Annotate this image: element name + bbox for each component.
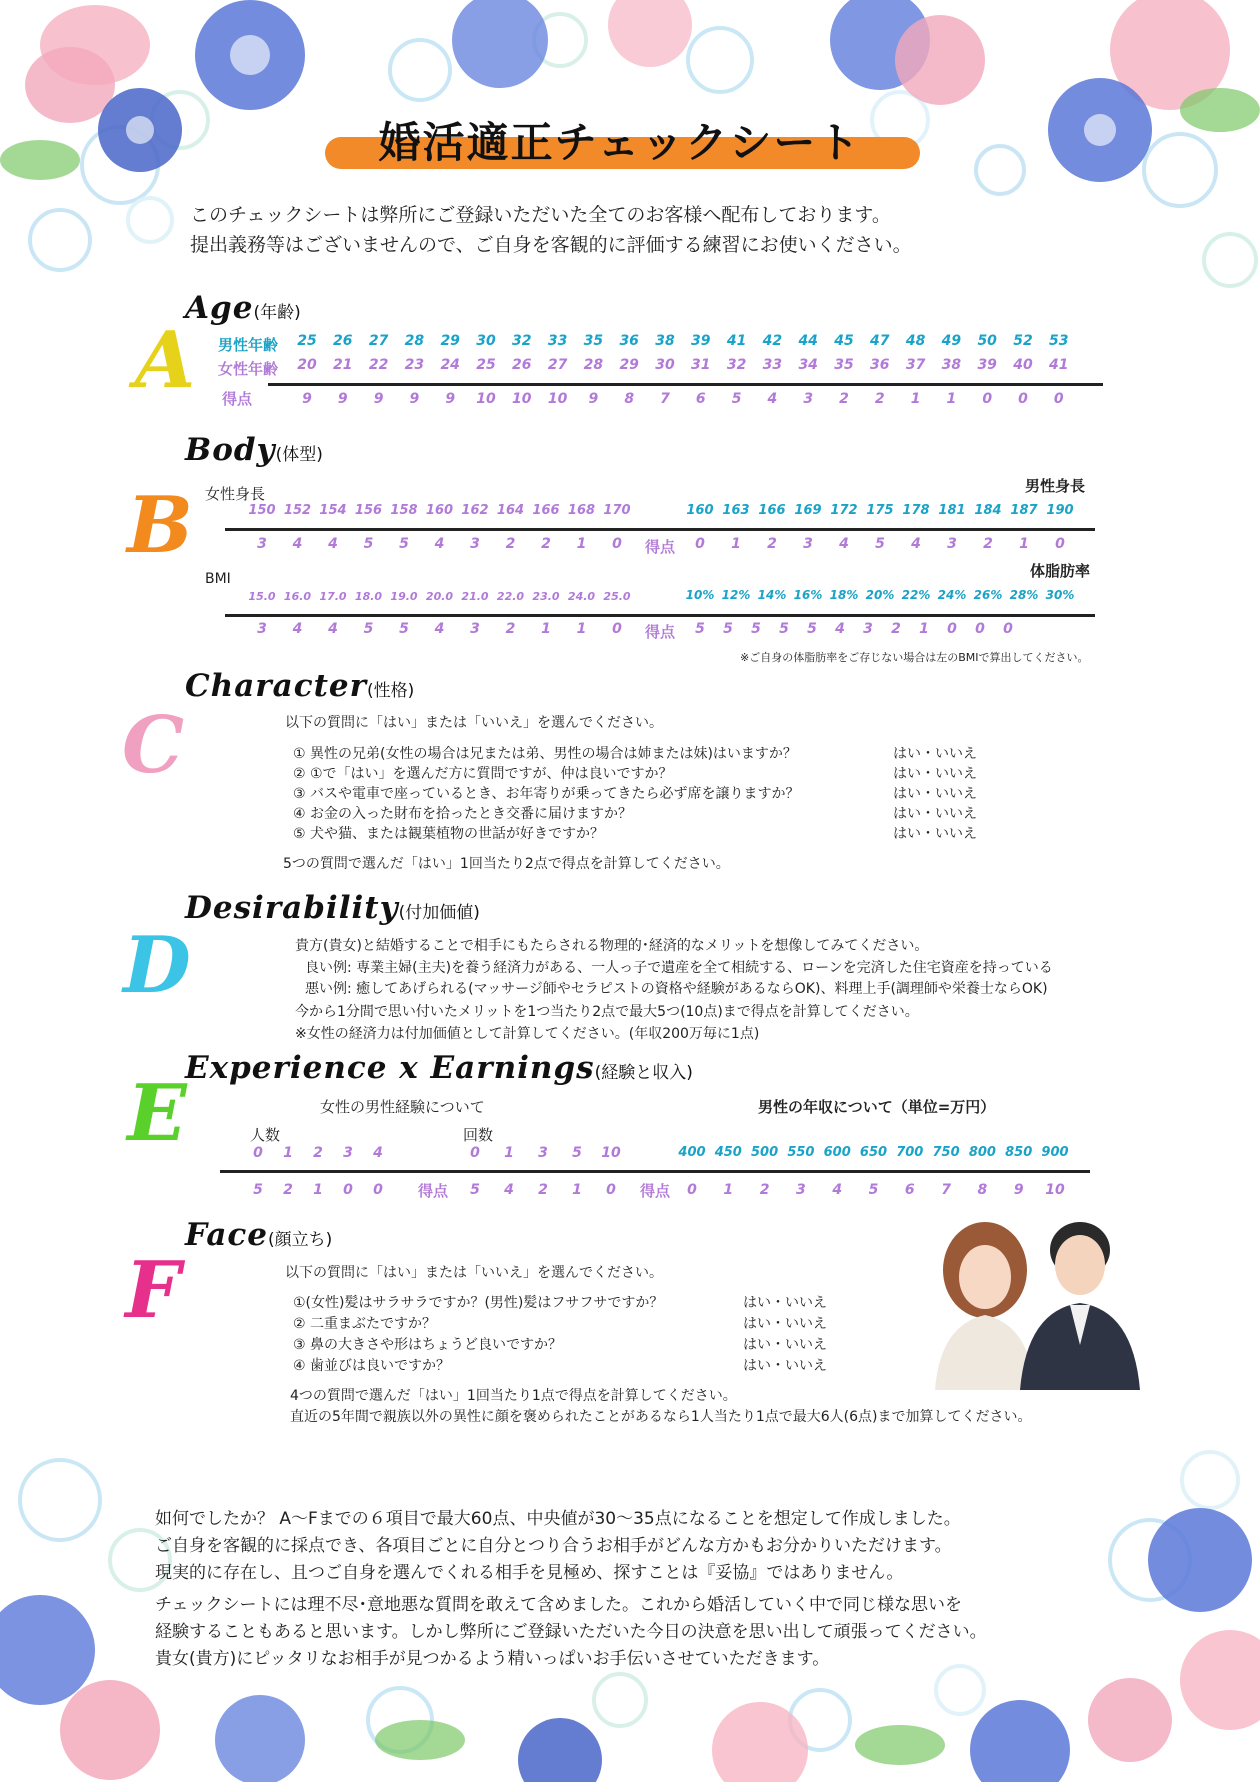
bmi-score: 2 xyxy=(505,621,516,637)
age-female-value: 27 xyxy=(547,357,568,373)
letter-b: B xyxy=(127,480,193,571)
female-height-label: 女性身長 xyxy=(205,485,266,503)
people-value: 4 xyxy=(373,1145,383,1161)
income-value: 600 xyxy=(823,1145,851,1160)
desirability-line-5: ※女性の経済力は付加価値として計算してください。(年収200万毎に1点) xyxy=(295,1026,760,1042)
age-male-value: 29 xyxy=(440,333,460,349)
count-score: 5 xyxy=(470,1182,480,1198)
closing-line-5: 経験することもあると思います。しかし弊所にご登録いただいた今日の決意を思い出して頑張ってください。 xyxy=(155,1622,987,1642)
male-height-value: 163 xyxy=(722,503,750,518)
intro-line-1: このチェックシートは弊所にご登録いただいた全てのお客様へ配布しております。 xyxy=(190,204,891,226)
male-height-score: 4 xyxy=(839,536,849,552)
age-female-value: 34 xyxy=(798,357,818,373)
age-female-value: 41 xyxy=(1049,357,1069,373)
body-fat-value: 10% xyxy=(685,588,715,602)
letter-e: E xyxy=(127,1068,187,1159)
body-note: ※ご自身の体脂肪率をご存じない場合は左のBMIで算出してください。 xyxy=(740,651,1089,664)
income-score: 3 xyxy=(796,1182,806,1198)
male-height-value: 178 xyxy=(902,503,930,518)
count-score: 1 xyxy=(572,1182,582,1198)
female-height-score: 4 xyxy=(328,536,338,552)
body-fat-value: 24% xyxy=(937,588,967,602)
body-fat-value: 20% xyxy=(865,588,895,602)
age-female-value: 24 xyxy=(440,357,460,373)
age-male-value: 36 xyxy=(619,333,639,349)
face-question-2: ② 二重まぶたですか？ xyxy=(293,1316,437,1332)
age-male-value: 30 xyxy=(476,333,496,349)
people-score-label: 得点 xyxy=(418,1182,449,1200)
experience-axis xyxy=(220,1170,1090,1173)
character-instruction: 以下の質問に「はい」または「いいえ」を選んでください。 xyxy=(285,715,663,731)
face-heading: Face xyxy=(185,1217,268,1253)
age-score-value: 3 xyxy=(803,391,814,407)
age-score-value: 10 xyxy=(476,391,496,407)
letter-c: C xyxy=(121,700,185,791)
income-value: 850 xyxy=(1005,1145,1033,1160)
closing-line-2: ご自身を客観的に採点でき、各項目ごとに自分とつり合うお相手がどんな方かもお分かりいただけます。 xyxy=(155,1536,952,1556)
male-height-value: 181 xyxy=(938,503,966,518)
character-footer: 5つの質問で選んだ「はい」1回当たり2点で得点を計算してください。 xyxy=(283,856,730,872)
bmi-value: 19.0 xyxy=(390,590,418,603)
intro-line-2: 提出義務等はございませんので、ご自身を客観的に評価する練習にお使いください。 xyxy=(190,234,912,256)
character-question-5: ⑤ 犬や猫、または観葉植物の世話が好きですか？ xyxy=(293,826,604,842)
income-value: 750 xyxy=(932,1145,960,1160)
female-height-value: 154 xyxy=(319,503,347,518)
body-fat-score: 5 xyxy=(723,621,733,637)
count-value: 0 xyxy=(470,1145,480,1161)
income-score: 4 xyxy=(832,1182,843,1198)
age-female-value: 23 xyxy=(404,357,425,373)
letter-f: F xyxy=(125,1245,181,1336)
income-score: 6 xyxy=(904,1182,915,1198)
male-height-value: 175 xyxy=(866,503,894,518)
desirability-good-example: 良い例: 専業主婦(主夫)を養う経済力がある、一人っ子で遺産を全て相続する、ローンを完済した住宅資産を持っている xyxy=(305,960,1053,976)
people-score: 1 xyxy=(313,1182,323,1198)
count-value: 5 xyxy=(572,1145,582,1161)
income-value: 450 xyxy=(714,1145,742,1160)
age-male-value: 35 xyxy=(583,333,604,349)
female-height-score: 4 xyxy=(434,536,445,552)
face-question-1: ①(女性)髪はサラサラですか？(男性)髪はフサフサですか？ xyxy=(293,1295,664,1311)
age-score-value: 8 xyxy=(624,391,635,407)
section-face-heading xyxy=(185,1217,332,1253)
people-value: 1 xyxy=(283,1145,293,1161)
age-male-value: 26 xyxy=(333,333,353,349)
age-subheading: (年齢) xyxy=(253,303,301,323)
age-female-value: 29 xyxy=(619,357,639,373)
age-score-value: 0 xyxy=(982,391,993,407)
body-fat-score: 0 xyxy=(947,621,957,637)
male-height-score: 0 xyxy=(1055,536,1065,552)
male-height-value: 160 xyxy=(686,503,714,518)
closing-line-3: 現実的に存在し、且つご自身を選んでくれる相手を見極め、探すことは『妥協』ではありません。 xyxy=(155,1563,904,1583)
character-answer-4[interactable]: はい・いいえ xyxy=(893,806,977,822)
count-value: 3 xyxy=(538,1145,548,1161)
age-female-value: 38 xyxy=(941,357,962,373)
age-score-value: 2 xyxy=(874,391,885,407)
income-value: 400 xyxy=(678,1145,706,1160)
bmi-axis xyxy=(225,614,1095,617)
face-answer-3[interactable]: はい・いいえ xyxy=(743,1337,827,1353)
count-score-label: 得点 xyxy=(640,1182,671,1200)
female-height-value: 158 xyxy=(390,503,418,518)
bmi-score: 5 xyxy=(399,621,409,637)
income-value: 550 xyxy=(787,1145,815,1160)
face-footer-1: 4つの質問で選んだ「はい」1回当たり1点で得点を計算してください。 xyxy=(290,1388,737,1404)
age-male-value: 45 xyxy=(834,333,854,349)
character-question-4: ④ お金の入った財布を拾ったとき交番に届けますか？ xyxy=(293,806,632,822)
bmi-score: 3 xyxy=(470,621,480,637)
section-body-heading xyxy=(185,432,323,468)
section-experience-heading xyxy=(185,1050,693,1086)
age-male-value: 50 xyxy=(977,333,997,349)
female-height-value: 170 xyxy=(603,503,631,518)
face-question-4: ④ 歯並びは良いですか？ xyxy=(293,1358,451,1374)
age-female-value: 33 xyxy=(762,357,783,373)
people-value: 0 xyxy=(253,1145,263,1161)
bmi-value: 25.0 xyxy=(603,590,631,603)
age-female-value: 30 xyxy=(655,357,675,373)
desirability-subheading: (付加価値) xyxy=(398,903,480,923)
face-answer-4[interactable]: はい・いいえ xyxy=(743,1358,827,1374)
age-female-value: 28 xyxy=(583,357,604,373)
count-value: 1 xyxy=(504,1145,514,1161)
people-label: 人数 xyxy=(250,1126,281,1144)
body-fat-value: 22% xyxy=(901,588,931,602)
age-score-value: 9 xyxy=(337,391,348,407)
bmi-score: 1 xyxy=(576,621,587,637)
body-fat-score: 5 xyxy=(751,621,761,637)
age-female-value: 40 xyxy=(1013,357,1033,373)
body-fat-value: 26% xyxy=(973,588,1003,602)
bmi-value: 23.0 xyxy=(532,590,560,603)
age-score-value: 9 xyxy=(588,391,599,407)
age-male-value: 42 xyxy=(762,333,783,349)
desirability-line-4: 今から1分間で思い付いたメリットを1つ当たり2点で最大5つ(10点)まで得点を計算してください。 xyxy=(295,1004,919,1020)
female-height-value: 152 xyxy=(283,503,312,518)
income-score: 0 xyxy=(687,1182,697,1198)
bmi-value: 16.0 xyxy=(283,590,312,603)
bmi-value: 15.0 xyxy=(248,590,276,603)
body-fat-score: 5 xyxy=(807,621,817,637)
female-height-value: 166 xyxy=(532,503,560,518)
body-fat-value: 30% xyxy=(1045,588,1075,602)
male-height-score: 1 xyxy=(1019,536,1029,552)
male-height-value: 166 xyxy=(758,503,786,518)
age-score-value: 7 xyxy=(660,391,670,407)
male-height-value: 187 xyxy=(1010,503,1038,518)
people-score: 0 xyxy=(373,1182,383,1198)
age-male-value: 53 xyxy=(1049,333,1069,349)
body-fat-score: 1 xyxy=(919,621,929,637)
income-score: 5 xyxy=(868,1182,879,1198)
character-answer-1[interactable]: はい・いいえ xyxy=(893,746,977,762)
age-score-value: 1 xyxy=(946,391,957,407)
age-score-value: 1 xyxy=(910,391,921,407)
height-axis xyxy=(225,528,1095,531)
male-height-value: 190 xyxy=(1046,503,1074,518)
body-fat-value: 12% xyxy=(721,588,751,602)
bmi-score: 3 xyxy=(257,621,267,637)
face-footer-2: 直近の5年間で親族以外の異性に顔を褒められたことがあるなら1人当たり1点で最大6人(6点)まで加算してください。 xyxy=(290,1409,1032,1425)
closing-line-6: 貴女(貴方)にピッタリなお相手が見つかるよう精いっぱいお手伝いさせていただきます。 xyxy=(155,1649,830,1669)
people-score: 0 xyxy=(343,1182,353,1198)
character-question-2: ② ①で「はい」を選んだ方に質問ですが、仲は良いですか？ xyxy=(293,766,673,782)
face-instruction: 以下の質問に「はい」または「いいえ」を選んでください。 xyxy=(285,1265,663,1281)
income-score: 1 xyxy=(723,1182,734,1198)
bmi-score: 4 xyxy=(328,621,338,637)
bmi-label: BMI xyxy=(205,571,231,587)
face-subheading: (顔立ち) xyxy=(268,1230,333,1250)
body-fat-score: 5 xyxy=(695,621,705,637)
age-score-value: 0 xyxy=(1053,391,1064,407)
male-height-score: 2 xyxy=(983,536,993,552)
age-female-value: 20 xyxy=(297,357,317,373)
male-height-score: 3 xyxy=(803,536,813,552)
female-height-score: 1 xyxy=(576,536,587,552)
female-height-value: 156 xyxy=(354,503,383,518)
female-height-value: 162 xyxy=(461,503,489,518)
age-female-value: 37 xyxy=(905,357,926,373)
age-score-value: 9 xyxy=(445,391,456,407)
people-value: 3 xyxy=(343,1145,353,1161)
age-score-value: 5 xyxy=(731,391,742,407)
bmi-score: 0 xyxy=(612,621,622,637)
age-female-value: 21 xyxy=(333,357,353,373)
male-height-score: 2 xyxy=(767,536,777,552)
age-male-value: 39 xyxy=(691,333,711,349)
age-male-value: 47 xyxy=(870,333,890,349)
experience-subheading: (経験と収入) xyxy=(594,1063,693,1083)
count-score: 0 xyxy=(606,1182,616,1198)
male-height-value: 184 xyxy=(974,503,1002,518)
character-answer-3[interactable]: はい・いいえ xyxy=(893,786,977,802)
age-male-value: 44 xyxy=(798,333,818,349)
age-score-value: 0 xyxy=(1018,391,1028,407)
age-female-value: 32 xyxy=(726,357,747,373)
female-height-score: 2 xyxy=(505,536,516,552)
age-score-value: 2 xyxy=(839,391,849,407)
body-fat-score: 0 xyxy=(1003,621,1013,637)
section-character-heading xyxy=(185,668,414,704)
body-fat-value: 18% xyxy=(829,588,859,602)
body-fat-label: 体脂肪率 xyxy=(1030,562,1091,580)
male-height-score: 3 xyxy=(947,536,957,552)
bmi-value: 20.0 xyxy=(425,590,454,603)
age-score-value: 9 xyxy=(409,391,420,407)
count-value: 10 xyxy=(601,1145,621,1161)
age-score-label: 得点 xyxy=(222,390,253,408)
age-female-value: 25 xyxy=(476,357,496,373)
female-height-score: 3 xyxy=(257,536,267,552)
bmi-score-label: 得点 xyxy=(645,623,676,641)
count-score: 2 xyxy=(538,1182,548,1198)
female-height-value: 160 xyxy=(425,503,454,518)
body-fat-value: 14% xyxy=(757,588,787,602)
age-female-value: 36 xyxy=(870,357,890,373)
female-height-score: 2 xyxy=(541,536,551,552)
character-heading: Character xyxy=(185,668,367,704)
age-male-value: 48 xyxy=(905,333,926,349)
female-height-value: 150 xyxy=(248,503,276,518)
age-female-value: 26 xyxy=(512,357,532,373)
income-value: 700 xyxy=(896,1145,924,1160)
age-score-value: 6 xyxy=(695,391,706,407)
bmi-score: 4 xyxy=(292,621,303,637)
male-height-score: 0 xyxy=(695,536,705,552)
bmi-value: 21.0 xyxy=(461,590,489,603)
couple-illustration xyxy=(915,1215,1150,1390)
income-value: 900 xyxy=(1041,1145,1069,1160)
male-income-title: 男性の年収について（単位=万円） xyxy=(758,1098,996,1116)
income-score: 9 xyxy=(1013,1182,1024,1198)
income-value: 800 xyxy=(968,1145,996,1160)
age-male-value: 28 xyxy=(404,333,425,349)
body-fat-score: 3 xyxy=(863,621,873,637)
age-male-value: 38 xyxy=(655,333,675,349)
age-score-value: 10 xyxy=(547,391,568,407)
desirability-line-1: 貴方(貴女)と結婚することで相手にもたらされる物理的･経済的なメリットを想像してみてください。 xyxy=(295,938,929,954)
income-value: 500 xyxy=(751,1145,779,1160)
age-female-value: 35 xyxy=(834,357,854,373)
bmi-value: 24.0 xyxy=(567,590,596,603)
female-height-score: 5 xyxy=(399,536,409,552)
income-score: 7 xyxy=(941,1182,951,1198)
bmi-value: 22.0 xyxy=(496,590,525,603)
female-height-value: 168 xyxy=(567,503,596,518)
male-height-score: 5 xyxy=(875,536,885,552)
age-female-value: 22 xyxy=(368,357,389,373)
female-height-score: 0 xyxy=(612,536,622,552)
body-fat-score: 2 xyxy=(891,621,901,637)
face-answer-2[interactable]: はい・いいえ xyxy=(743,1316,827,1332)
age-score-value: 9 xyxy=(302,391,312,407)
female-height-score: 4 xyxy=(292,536,303,552)
male-height-value: 172 xyxy=(830,503,858,518)
character-question-3: ③ バスや電車で座っているとき、お年寄りが乗ってきたら必ず席を譲りますか？ xyxy=(293,786,800,802)
age-axis xyxy=(268,383,1103,386)
age-score-value: 9 xyxy=(373,391,384,407)
age-male-label: 男性年齢 xyxy=(218,336,279,354)
closing-line-1: 如何でしたか？ A〜Fまでの６項目で最大60点、中央値が30〜35点になることを想定して作成しました。 xyxy=(155,1509,961,1529)
income-score: 10 xyxy=(1045,1182,1065,1198)
face-question-3: ③ 鼻の大きさや形はちょうど良いですか？ xyxy=(293,1337,562,1353)
bmi-score: 5 xyxy=(363,621,374,637)
age-score-value: 4 xyxy=(767,391,778,407)
count-score: 4 xyxy=(504,1182,514,1198)
age-male-value: 41 xyxy=(726,333,747,349)
age-heading: Age xyxy=(185,290,254,326)
age-male-value: 52 xyxy=(1013,333,1033,349)
age-male-value: 25 xyxy=(297,333,317,349)
female-height-score: 3 xyxy=(470,536,480,552)
body-fat-score: 5 xyxy=(779,621,789,637)
experience-heading: Experience x Earnings xyxy=(185,1050,595,1086)
male-height-score: 1 xyxy=(731,536,741,552)
bmi-value: 17.0 xyxy=(319,590,347,603)
body-heading: Body xyxy=(185,432,276,468)
bmi-score: 4 xyxy=(434,621,445,637)
male-height-label: 男性身長 xyxy=(1025,477,1086,495)
age-female-value: 39 xyxy=(977,357,997,373)
page-title: 婚活適正チェックシート xyxy=(378,118,862,167)
age-score-value: 10 xyxy=(512,391,532,407)
age-female-label: 女性年齢 xyxy=(218,360,279,378)
body-subheading: (体型) xyxy=(275,445,323,465)
body-fat-score: 0 xyxy=(975,621,985,637)
body-fat-value: 28% xyxy=(1009,588,1039,602)
section-desirability-heading xyxy=(185,890,480,926)
face-answer-1[interactable]: はい・いいえ xyxy=(743,1295,827,1311)
age-male-value: 32 xyxy=(512,333,532,349)
age-male-value: 33 xyxy=(547,333,568,349)
height-score-label: 得点 xyxy=(645,538,676,556)
age-male-value: 49 xyxy=(941,333,962,349)
desirability-heading: Desirability xyxy=(185,890,399,926)
letter-a: A xyxy=(134,315,196,406)
female-height-score: 5 xyxy=(363,536,374,552)
count-label: 回数 xyxy=(463,1126,494,1144)
desirability-bad-example: 悪い例: 癒してあげられる(マッサージ師やセラピストの資格や経験があるならOK)、料理上手(調理師や栄養士ならOK) xyxy=(305,981,1048,997)
female-height-value: 164 xyxy=(496,503,525,518)
people-score: 2 xyxy=(283,1182,293,1198)
income-score: 8 xyxy=(977,1182,988,1198)
people-value: 2 xyxy=(313,1145,323,1161)
bmi-score: 1 xyxy=(541,621,551,637)
character-subheading: (性格) xyxy=(366,681,415,701)
age-male-value: 27 xyxy=(368,333,389,349)
people-score: 5 xyxy=(253,1182,263,1198)
age-female-value: 31 xyxy=(691,357,711,373)
male-height-score: 4 xyxy=(911,536,921,552)
character-question-1: ① 異性の兄弟(女性の場合は兄または弟、男性の場合は姉または妹)はいますか？ xyxy=(293,746,797,762)
bmi-value: 18.0 xyxy=(354,590,383,603)
female-experience-title: 女性の男性経験について xyxy=(320,1098,485,1116)
male-height-value: 169 xyxy=(794,503,822,518)
body-fat-value: 16% xyxy=(793,588,823,602)
character-answer-5[interactable]: はい・いいえ xyxy=(893,826,977,842)
income-value: 650 xyxy=(859,1145,888,1160)
closing-line-4: チェックシートには理不尽･意地悪な質問を敢えて含めました。これから婚活していく中で同じ様な思いを xyxy=(155,1595,962,1615)
income-score: 2 xyxy=(759,1182,770,1198)
letter-d: D xyxy=(123,920,191,1011)
body-fat-score: 4 xyxy=(835,621,845,637)
character-answer-2[interactable]: はい・いいえ xyxy=(893,766,977,782)
